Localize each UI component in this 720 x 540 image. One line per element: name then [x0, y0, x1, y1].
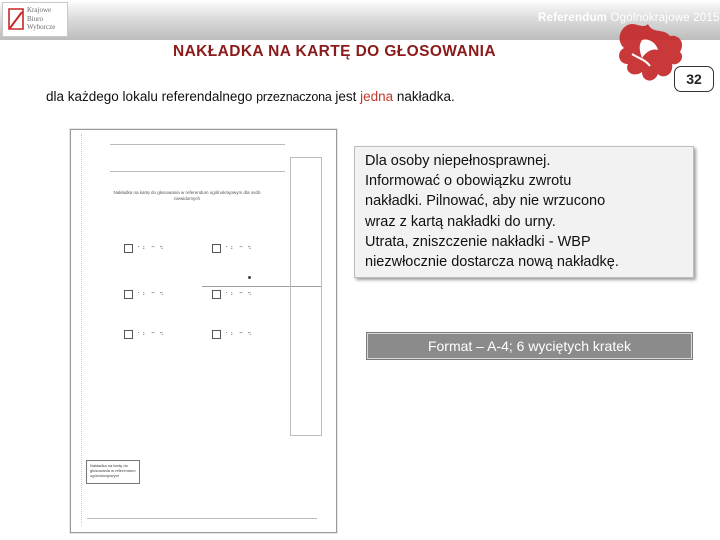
- header-title-bold: Referendum: [538, 12, 608, 24]
- intro-part: nakładka.: [393, 89, 455, 104]
- document-rule: [110, 171, 285, 172]
- format-banner: Format – A-4; 6 wyciętych kratek: [367, 333, 692, 359]
- document-note: Nakładka na kartę do głosowania w referendum ogólnokrajowym: [86, 460, 140, 484]
- document-marker: [248, 276, 251, 279]
- slide-title: NAKŁADKA NA KARTĘ DO GŁOSOWANIA: [173, 43, 496, 60]
- cutout-box: [212, 290, 221, 299]
- info-line: Informować o obowiązku zwrotu: [365, 173, 572, 190]
- logo-mark-icon: [8, 8, 24, 30]
- cutout-box: [124, 290, 133, 299]
- cutout-cell: [212, 244, 272, 254]
- document-side-panel: [290, 157, 322, 436]
- braille-text: ⠁⠃ ⠉ ⠙: [137, 292, 165, 299]
- cutout-box: [212, 330, 221, 339]
- info-line: Dla osoby niepełnosprawnej.: [365, 153, 551, 169]
- cutout-cell: [212, 330, 272, 340]
- cutout-cell: [124, 330, 184, 340]
- cutout-box: [124, 330, 133, 339]
- logo-text-line: Biuro: [27, 14, 43, 23]
- cutout-cell: [124, 244, 184, 254]
- intro-part: jest: [331, 89, 361, 104]
- braille-text: ⠁⠃ ⠉ ⠙: [137, 246, 165, 253]
- info-line: nakładki. Pilnować, aby nie wrzucono: [365, 193, 606, 210]
- cutout-box: [124, 244, 133, 253]
- cutout-box: [212, 244, 221, 253]
- cutout-cell: [124, 290, 184, 300]
- cutout-cell: [212, 290, 272, 300]
- logo-text-line: Wyborcze: [27, 23, 56, 31]
- info-line: niezwłocznie dostarcza nową nakładkę.: [365, 254, 619, 271]
- intro-text: [46, 89, 455, 104]
- document-caption: Nakładka na kartę do głosowania w referendum ogólnokrajowym dla osób niewidomych: [113, 190, 261, 201]
- intro-part: przeznaczona: [256, 90, 332, 104]
- intro-accent: jedna: [360, 89, 394, 104]
- pkw-logo: [2, 2, 68, 37]
- header-title-rest: Ogólnokrajowe 2015: [607, 12, 720, 24]
- braille-text: ⠁⠃ ⠉ ⠙: [225, 332, 253, 339]
- page-number-badge: 32: [674, 66, 714, 92]
- intro-part: dla każdego lokalu referendalnego: [46, 89, 257, 104]
- document-rule: [110, 144, 285, 145]
- braille-text: ⠁⠃ ⠉ ⠙: [225, 246, 253, 253]
- info-box: [354, 146, 694, 278]
- info-line: Utrata, zniszczenie nakładki - WBP: [365, 233, 591, 250]
- braille-text: ⠁⠃ ⠉ ⠙: [225, 292, 253, 299]
- logo-text-line: Krajowe: [27, 6, 52, 14]
- document-rule: [87, 518, 317, 519]
- info-line: wraz z kartą nakładki do urny.: [365, 213, 556, 230]
- document-page: [81, 134, 322, 526]
- braille-text: ⠁⠃ ⠉ ⠙: [137, 332, 165, 339]
